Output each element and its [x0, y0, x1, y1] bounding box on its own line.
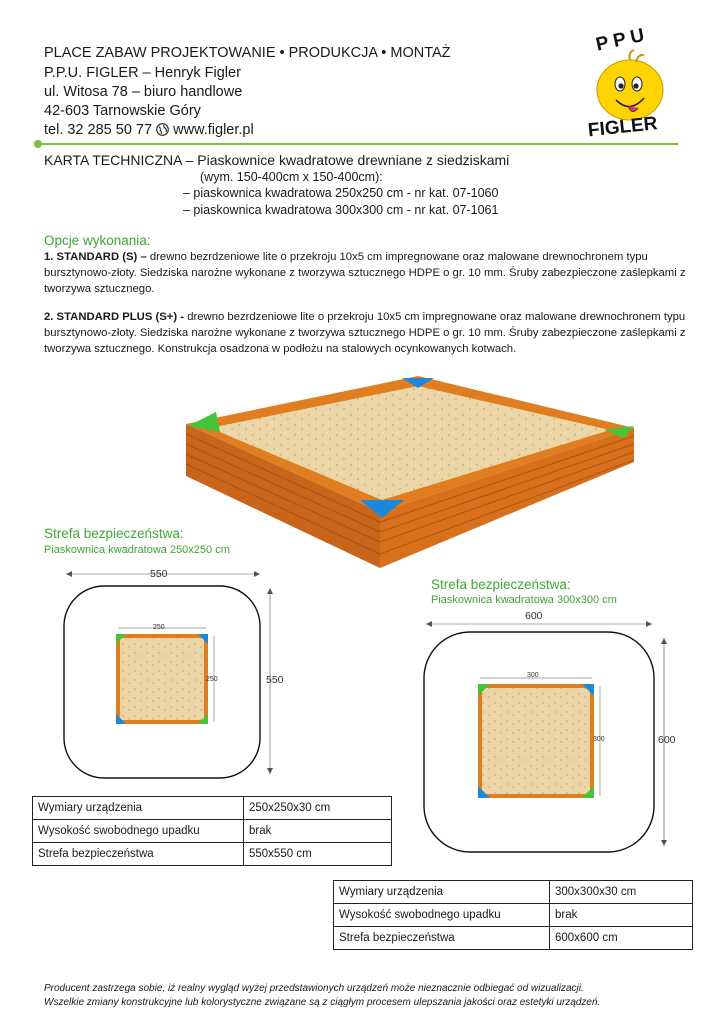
zone1-inner-width: 250 [153, 624, 165, 631]
header-line-1: PLACE ZABAW PROJEKTOWANIE • PRODUKCJA • MONTAŻ [44, 45, 451, 61]
zone2-subheading: Piaskownica kwadratowa 300x300 cm [431, 594, 617, 606]
option-standard-plus [44, 309, 694, 357]
table-cell: brak [550, 904, 693, 927]
table-cell: Wysokość swobodnego upadku [33, 820, 244, 843]
table-cell: Strefa bezpieczeństwa [334, 927, 550, 950]
zone2-heading: Strefa bezpieczeństwa: [431, 577, 571, 592]
table-row [33, 797, 392, 820]
card-item-1: – piaskownica kwadratowa 250x250 cm - nr kat. 07-1060 [183, 186, 499, 200]
option-standard-text: drewno bezrdzeniowe lite o przekroju 10x5 cm impregnowane oraz malowane drewnochronem typu bursztynowo-złoty. Siedziska narożne wykonane z tworzywa sztucznego HDPE o gr. 10 mm. Śruby zabezpieczone zaślepkami z tworzywa sztucznego. [44, 251, 686, 295]
zone2-outer-width: 600 [525, 610, 543, 622]
zone2-inner-height: 300 [593, 736, 605, 743]
zone1-heading: Strefa bezpieczeństwa: [44, 526, 184, 541]
option-standard-plus-label: 2. STANDARD PLUS (S+) - [44, 311, 185, 323]
table-row [33, 843, 392, 866]
table-cell: 250x250x30 cm [244, 797, 392, 820]
table-row [334, 904, 693, 927]
table-cell: Strefa bezpieczeństwa [33, 843, 244, 866]
card-title: KARTA TECHNICZNA – Piaskownice kwadratowe drewniane z siedziskami [44, 152, 510, 168]
table-cell: Wymiary urządzenia [334, 881, 550, 904]
options-heading: Opcje wykonania: [44, 233, 151, 248]
header-divider [38, 143, 678, 145]
card-dimensions: (wym. 150-400cm x 150-400cm): [200, 170, 383, 184]
zone1-inner-height: 250 [206, 676, 218, 683]
zone1-diagram [60, 560, 300, 790]
globe-icon [156, 123, 169, 142]
company-name: P.P.U. FIGLER – Henryk Figler [44, 65, 241, 81]
logo-top-text: P P U [594, 28, 647, 56]
table-row [334, 881, 693, 904]
contact-line [44, 121, 254, 142]
table-cell: Wysokość swobodnego upadku [334, 904, 550, 927]
footer-disclaimer-2: Wszelkie zmiany konstrukcyjne lub kolorystyczne związane są z ciągłym procesem ulepszania jakości oraz estetyki urządzeń. [44, 997, 601, 1008]
zone2-outer-height: 600 [658, 734, 676, 746]
table-cell: brak [244, 820, 392, 843]
table-cell: 550x550 cm [244, 843, 392, 866]
zone2-inner-width: 300 [527, 672, 539, 679]
phone-number: tel. 32 285 50 77 [44, 122, 153, 138]
zone1-subheading: Piaskownica kwadratowa 250x250 cm [44, 544, 230, 556]
website-link[interactable]: www.figler.pl [173, 122, 254, 138]
table-cell: 600x600 cm [550, 927, 693, 950]
spec-table-300 [333, 880, 693, 950]
footer-disclaimer-1: Producent zastrzega sobie, iż realny wygląd wyżej przedstawionych urządzeń może nieznacznie odbiegać od wizualizacji. [44, 983, 584, 994]
card-item-2: – piaskownica kwadratowa 300x300 cm - nr kat. 07-1061 [183, 203, 499, 217]
option-standard-label: 1. STANDARD (S) – [44, 251, 147, 263]
table-cell: 300x300x30 cm [550, 881, 693, 904]
zone1-outer-height: 550 [266, 674, 284, 686]
divider-dot [34, 140, 42, 148]
address-street: ul. Witosa 78 – biuro handlowe [44, 84, 243, 100]
zone1-outer-width: 550 [150, 568, 168, 580]
address-city: 42-603 Tarnowskie Góry [44, 103, 201, 119]
table-row [33, 820, 392, 843]
option-standard [44, 249, 694, 297]
option-standard-plus-text: drewno bezrdzeniowe lite o przekroju 10x5 cm impregnowane oraz malowane drewnochronem typu bursztynowo-złoty. Siedziska narożne wykonane z tworzywa sztucznego HDPE o gr. 10 mm. Śruby zabezpieczone zaślepkami z tworzywa sztucznego. Konstrukcja osadzona w podłożu na stalowych ocynkowanych kotwach. [44, 311, 686, 355]
table-cell: Wymiary urządzenia [33, 797, 244, 820]
logo-bottom-text: FIGLER [586, 113, 659, 140]
table-row [334, 927, 693, 950]
figler-logo [580, 28, 680, 140]
spec-table-250 [32, 796, 392, 866]
sandbox-illustration [180, 372, 640, 572]
zone2-diagram [420, 610, 680, 860]
